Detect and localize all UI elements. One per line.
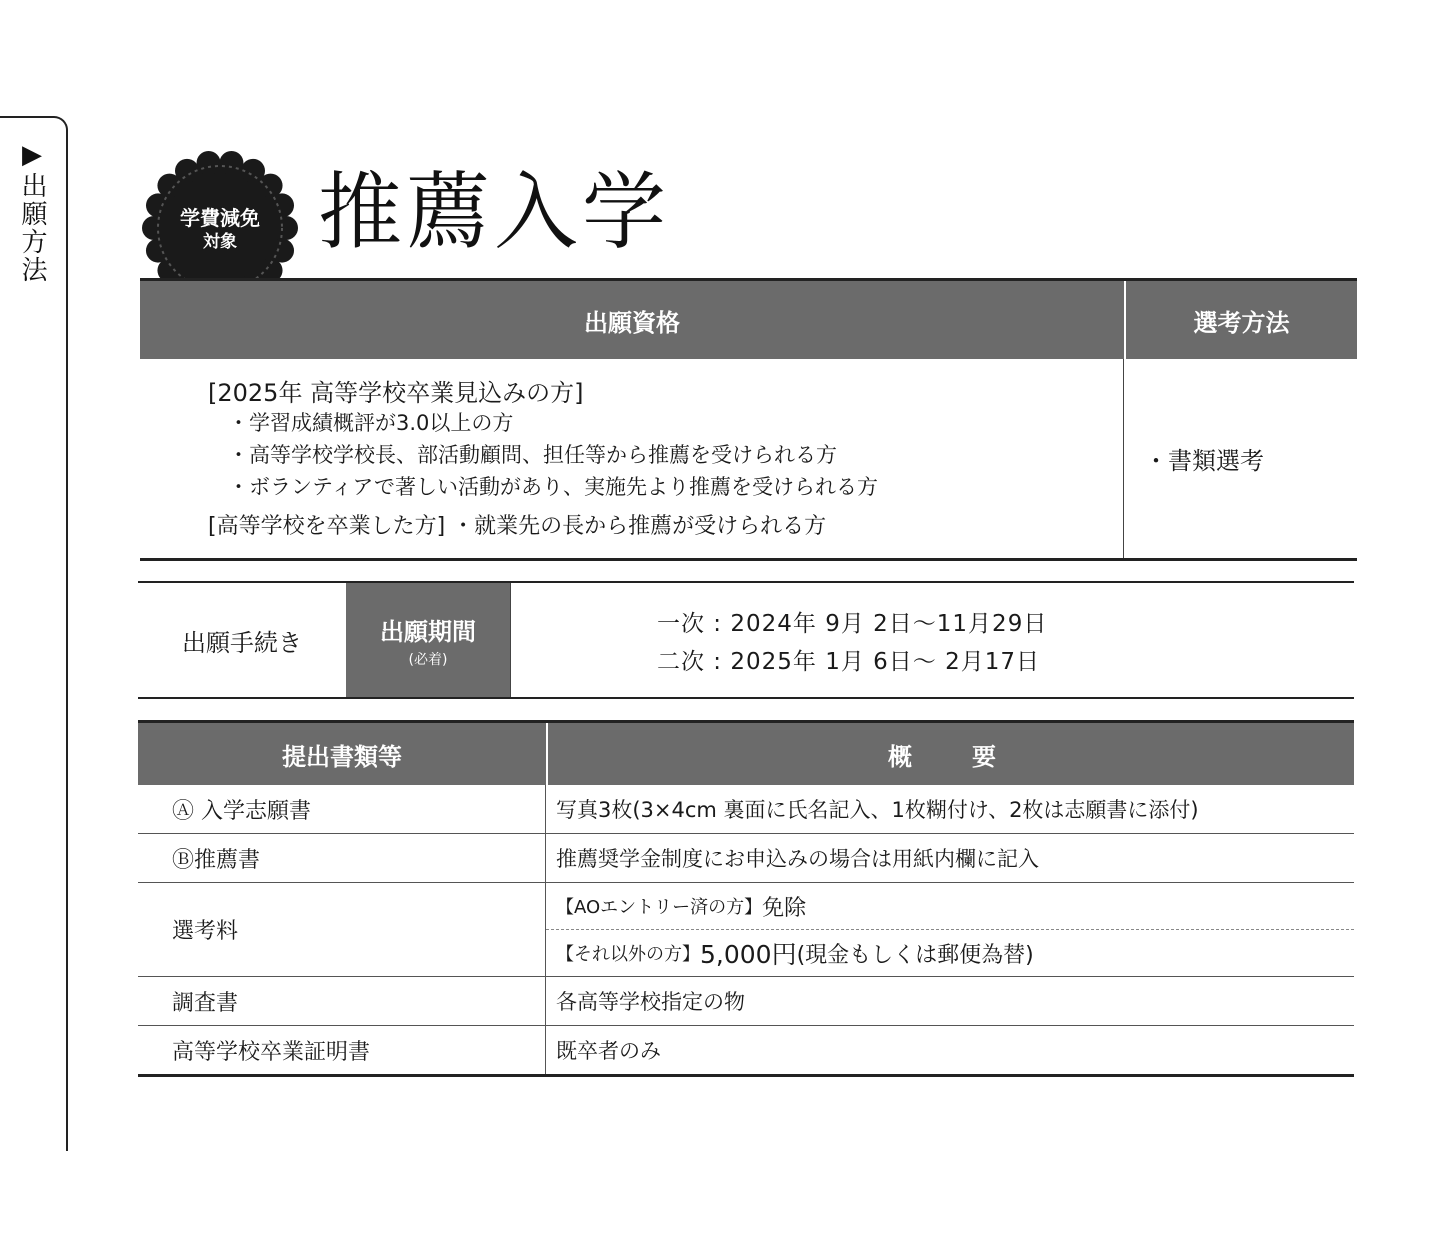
qualification-table bbox=[140, 278, 1357, 561]
period-cell bbox=[346, 583, 510, 697]
lace-scallop bbox=[197, 151, 221, 175]
fee-row bbox=[138, 882, 1354, 976]
document-item: 高等学校卒業証明書 bbox=[138, 1026, 546, 1074]
fee-other-line bbox=[546, 929, 1354, 976]
document-item: Ⓑ推薦書 bbox=[138, 834, 546, 882]
document-item: 調査書 bbox=[138, 977, 546, 1025]
page-title: 推薦入学 bbox=[318, 163, 671, 261]
document-summary: 写真3枚(3×4cm 裏面に氏名記入、1枚糊付け、2枚は志願書に添付) bbox=[556, 798, 1199, 822]
fee-ao-tag: 【AOエントリー済の方】 bbox=[556, 897, 763, 918]
table-row bbox=[138, 976, 1354, 1025]
period-note: (必着) bbox=[408, 651, 448, 668]
badge-line1: 学費減免 bbox=[180, 206, 260, 230]
group1-list bbox=[228, 407, 878, 503]
list-item: ・高等学校学校長、部活動顧問、担任等から推薦を受けられる方 bbox=[228, 443, 837, 467]
fee-other-amount: 5,000円 bbox=[700, 940, 797, 969]
selection-header: 選考方法 bbox=[1193, 308, 1290, 337]
table-row bbox=[138, 785, 1354, 833]
fee-ao-value: 免除 bbox=[762, 895, 807, 921]
procedure-label: 出願手続き bbox=[182, 628, 302, 657]
document-item: Ⓐ 入学志願書 bbox=[138, 785, 546, 833]
qualification-header: 出願資格 bbox=[140, 281, 1126, 359]
side-tab-label: ▶出願方法 bbox=[17, 140, 47, 284]
list-item: ・ボランティアで著しい活動があり、実施先より推薦を受けられる方 bbox=[228, 475, 878, 499]
group2-text: [高等学校を卒業した方] ・就業先の長から推薦が受けられる方 bbox=[208, 514, 827, 539]
group1-title: [2025年 高等学校卒業見込みの方] bbox=[208, 379, 584, 407]
fee-item: 選考料 bbox=[138, 883, 546, 976]
lace-scallop bbox=[219, 151, 243, 175]
procedure-table bbox=[138, 581, 1354, 699]
first-period: 一次 : 2024年 9月 2日〜11月29日 bbox=[657, 611, 1048, 637]
period-label: 出願期間 bbox=[380, 617, 476, 646]
documents-table bbox=[138, 720, 1354, 1077]
selection-method: ・書類選考 bbox=[1144, 447, 1264, 475]
table-row bbox=[138, 1025, 1354, 1074]
fee-ao-line bbox=[546, 883, 1354, 929]
fee-other-note: (現金もしくは郵便為替) bbox=[796, 942, 1034, 968]
document-summary: 既卒者のみ bbox=[556, 1039, 661, 1063]
second-period: 二次 : 2025年 1月 6日〜 2月17日 bbox=[657, 649, 1041, 675]
document-summary: 推薦奨学金制度にお申込みの場合は用紙内欄に記入 bbox=[556, 847, 1039, 871]
fee-other-tag: 【それ以外の方】 bbox=[556, 944, 700, 965]
period-dates bbox=[510, 583, 1354, 697]
documents-summary-header: 概 要 bbox=[888, 742, 1014, 771]
badge-line2: 対象 bbox=[203, 232, 237, 252]
qualification-cell bbox=[140, 359, 1124, 558]
document-summary: 各高等学校指定の物 bbox=[556, 990, 745, 1014]
documents-item-header: 提出書類等 bbox=[138, 723, 548, 785]
list-item: ・学習成績概評が3.0以上の方 bbox=[228, 411, 514, 435]
table-row bbox=[138, 833, 1354, 882]
